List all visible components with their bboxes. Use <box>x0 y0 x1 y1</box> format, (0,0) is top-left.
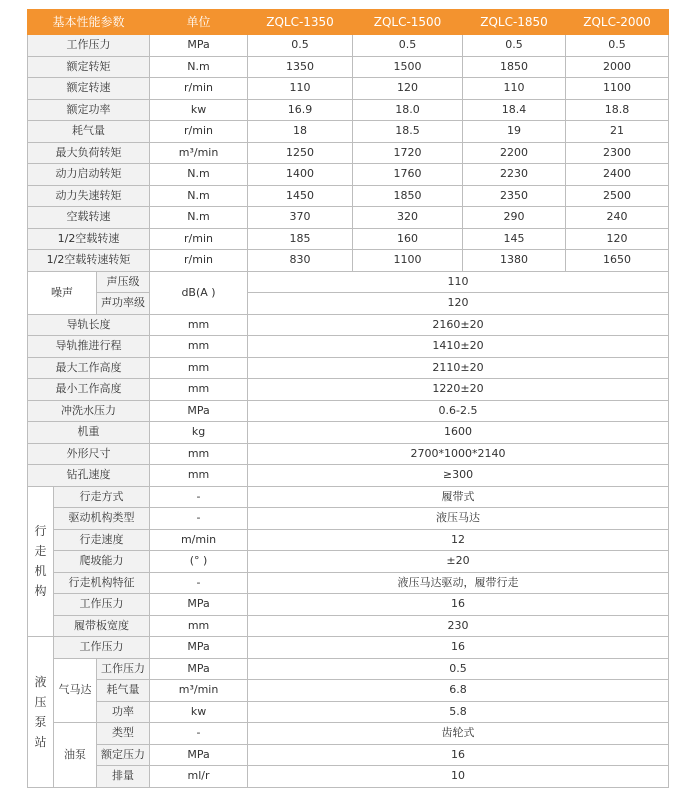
table-row <box>28 400 669 422</box>
noise-sub-label: 声功率级 <box>97 293 150 315</box>
header-param: 基本性能参数 <box>28 10 150 35</box>
row-value: 18.8 <box>566 99 669 121</box>
row-unit: mm <box>150 314 248 336</box>
row-value: 齿轮式 <box>248 723 669 745</box>
spec-table-container <box>27 9 668 788</box>
row-unit: - <box>150 486 248 508</box>
table-row <box>28 185 669 207</box>
table-row <box>28 121 669 143</box>
row-value: 110 <box>248 78 353 100</box>
row-label: 工作压力 <box>54 594 150 616</box>
row-value: 19 <box>463 121 566 143</box>
row-unit: m³/min <box>150 142 248 164</box>
row-value: 120 <box>566 228 669 250</box>
row-value: 0.5 <box>463 35 566 57</box>
row-label: 钻孔速度 <box>28 465 150 487</box>
row-label: 额定压力 <box>97 744 150 766</box>
row-value: 110 <box>463 78 566 100</box>
row-value: 2230 <box>463 164 566 186</box>
row-value: 830 <box>248 250 353 272</box>
row-label: 1/2空载转速转矩 <box>28 250 150 272</box>
row-value: 1600 <box>248 422 669 444</box>
row-value: 1100 <box>353 250 463 272</box>
row-value: 1350 <box>248 56 353 78</box>
table-row <box>28 336 669 358</box>
row-value: 0.6-2.5 <box>248 400 669 422</box>
travel-group-char: 构 <box>34 584 47 599</box>
table-row <box>28 250 669 272</box>
row-value: 1100 <box>566 78 669 100</box>
row-value: 2400 <box>566 164 669 186</box>
row-label: 排量 <box>97 766 150 788</box>
noise-value: 110 <box>248 271 669 293</box>
row-value: 2160±20 <box>248 314 669 336</box>
row-unit: r/min <box>150 121 248 143</box>
row-value: 1720 <box>353 142 463 164</box>
spec-table <box>27 9 669 788</box>
travel-row <box>28 529 669 551</box>
oil-pump-label: 油泵 <box>54 723 97 788</box>
row-value: 18.5 <box>353 121 463 143</box>
row-value: 16 <box>248 594 669 616</box>
row-value: 21 <box>566 121 669 143</box>
row-value: 履带式 <box>248 486 669 508</box>
row-value: 2110±20 <box>248 357 669 379</box>
row-value: 2200 <box>463 142 566 164</box>
row-value: 1450 <box>248 185 353 207</box>
row-value: 18.0 <box>353 99 463 121</box>
row-value: 18.4 <box>463 99 566 121</box>
hydraulic-row <box>28 701 669 723</box>
row-label: 最小工作高度 <box>28 379 150 401</box>
table-row <box>28 56 669 78</box>
row-value: ≥300 <box>248 465 669 487</box>
hydraulic-group-char: 液 <box>34 674 47 689</box>
row-value: 液压马达 <box>248 508 669 530</box>
row-label: 最大工作高度 <box>28 357 150 379</box>
row-unit: mm <box>150 465 248 487</box>
travel-group-char: 机 <box>34 564 47 579</box>
row-value: 1400 <box>248 164 353 186</box>
row-unit: MPa <box>150 400 248 422</box>
row-label: 行走机构特征 <box>54 572 150 594</box>
row-unit: N.m <box>150 56 248 78</box>
row-value: 1650 <box>566 250 669 272</box>
row-label: 最大负荷转矩 <box>28 142 150 164</box>
table-row <box>28 142 669 164</box>
row-value: 16.9 <box>248 99 353 121</box>
row-label: 机重 <box>28 422 150 444</box>
travel-row <box>28 615 669 637</box>
row-value: 240 <box>566 207 669 229</box>
row-value: 10 <box>248 766 669 788</box>
noise-value: 120 <box>248 293 669 315</box>
noise-label: 噪声 <box>28 271 97 314</box>
table-row <box>28 164 669 186</box>
row-unit: kw <box>150 701 248 723</box>
row-value: 1850 <box>353 185 463 207</box>
row-unit: m/min <box>150 529 248 551</box>
row-value: 290 <box>463 207 566 229</box>
table-row <box>28 357 669 379</box>
row-value: 6.8 <box>248 680 669 702</box>
header-model-1350: ZQLC-1350 <box>248 10 353 35</box>
row-label: 耗气量 <box>97 680 150 702</box>
hydraulic-group-label <box>28 637 54 788</box>
row-value: 2700*1000*2140 <box>248 443 669 465</box>
row-label: 动力启动转矩 <box>28 164 150 186</box>
travel-group-label <box>28 486 54 637</box>
table-row <box>28 78 669 100</box>
table-row <box>28 465 669 487</box>
row-value: 1850 <box>463 56 566 78</box>
row-label: 行走方式 <box>54 486 150 508</box>
row-unit: m³/min <box>150 680 248 702</box>
row-value: 2350 <box>463 185 566 207</box>
table-row <box>28 443 669 465</box>
noise-unit: dB(A ) <box>150 271 248 314</box>
air-motor-label: 气马达 <box>54 658 97 723</box>
row-unit: N.m <box>150 207 248 229</box>
row-label: 耗气量 <box>28 121 150 143</box>
row-value: 1380 <box>463 250 566 272</box>
hydraulic-row <box>28 723 669 745</box>
row-unit: - <box>150 723 248 745</box>
row-value: 1220±20 <box>248 379 669 401</box>
row-value: 2000 <box>566 56 669 78</box>
row-value: 18 <box>248 121 353 143</box>
travel-group-char: 行 <box>34 524 47 539</box>
row-unit: r/min <box>150 228 248 250</box>
row-value: 1250 <box>248 142 353 164</box>
row-label: 导轨推进行程 <box>28 336 150 358</box>
row-label: 履带板宽度 <box>54 615 150 637</box>
hydraulic-row <box>28 744 669 766</box>
row-value: 1410±20 <box>248 336 669 358</box>
row-unit: - <box>150 572 248 594</box>
row-value: 液压马达驱动，履带行走 <box>248 572 669 594</box>
hydraulic-row <box>28 637 669 659</box>
travel-row <box>28 594 669 616</box>
row-value: 12 <box>248 529 669 551</box>
hydraulic-group-char: 站 <box>34 734 47 749</box>
header-model-2000: ZQLC-2000 <box>566 10 669 35</box>
hydraulic-row <box>28 680 669 702</box>
table-row <box>28 379 669 401</box>
table-row <box>28 228 669 250</box>
table-row <box>28 314 669 336</box>
row-unit: N.m <box>150 164 248 186</box>
row-value: 2300 <box>566 142 669 164</box>
row-value: 2500 <box>566 185 669 207</box>
row-label: 工作压力 <box>97 658 150 680</box>
row-unit: MPa <box>150 594 248 616</box>
row-unit: MPa <box>150 35 248 57</box>
row-value: 185 <box>248 228 353 250</box>
noise-row <box>28 293 669 315</box>
row-unit: r/min <box>150 250 248 272</box>
travel-row <box>28 572 669 594</box>
header-row <box>28 10 669 35</box>
travel-group-char: 走 <box>34 544 47 559</box>
row-label: 导轨长度 <box>28 314 150 336</box>
row-label: 工作压力 <box>28 35 150 57</box>
row-label: 额定转矩 <box>28 56 150 78</box>
row-label: 类型 <box>97 723 150 745</box>
row-label: 行走速度 <box>54 529 150 551</box>
row-unit: r/min <box>150 78 248 100</box>
row-value: 0.5 <box>248 35 353 57</box>
row-label: 动力失速转矩 <box>28 185 150 207</box>
header-model-1850: ZQLC-1850 <box>463 10 566 35</box>
row-value: 120 <box>353 78 463 100</box>
row-label: 驱动机构类型 <box>54 508 150 530</box>
row-unit: MPa <box>150 744 248 766</box>
noise-sub-label: 声压级 <box>97 271 150 293</box>
hydraulic-row <box>28 658 669 680</box>
row-value: 145 <box>463 228 566 250</box>
row-value: 16 <box>248 744 669 766</box>
row-unit: mm <box>150 443 248 465</box>
row-value: 16 <box>248 637 669 659</box>
row-unit: (° ) <box>150 551 248 573</box>
row-value: 160 <box>353 228 463 250</box>
row-value: 5.8 <box>248 701 669 723</box>
row-label: 功率 <box>97 701 150 723</box>
row-value: 320 <box>353 207 463 229</box>
row-unit: kw <box>150 99 248 121</box>
row-value: 230 <box>248 615 669 637</box>
row-value: 0.5 <box>248 658 669 680</box>
row-unit: mm <box>150 336 248 358</box>
travel-row <box>28 486 669 508</box>
row-unit: kg <box>150 422 248 444</box>
row-label: 工作压力 <box>54 637 150 659</box>
row-label: 1/2空载转速 <box>28 228 150 250</box>
row-unit: N.m <box>150 185 248 207</box>
row-label: 额定功率 <box>28 99 150 121</box>
row-value: 1760 <box>353 164 463 186</box>
header-model-1500: ZQLC-1500 <box>353 10 463 35</box>
travel-row <box>28 551 669 573</box>
table-row <box>28 207 669 229</box>
row-label: 冲洗水压力 <box>28 400 150 422</box>
row-unit: mm <box>150 357 248 379</box>
row-unit: ml/r <box>150 766 248 788</box>
row-label: 外形尺寸 <box>28 443 150 465</box>
row-value: 0.5 <box>566 35 669 57</box>
header-unit: 单位 <box>150 10 248 35</box>
row-value: 370 <box>248 207 353 229</box>
row-label: 额定转速 <box>28 78 150 100</box>
row-value: ±20 <box>248 551 669 573</box>
row-value: 1500 <box>353 56 463 78</box>
row-unit: mm <box>150 615 248 637</box>
hydraulic-group-char: 压 <box>34 694 47 709</box>
table-row <box>28 99 669 121</box>
row-value: 0.5 <box>353 35 463 57</box>
row-unit: mm <box>150 379 248 401</box>
row-label: 空载转速 <box>28 207 150 229</box>
hydraulic-row <box>28 766 669 788</box>
table-row <box>28 422 669 444</box>
row-unit: MPa <box>150 658 248 680</box>
noise-row <box>28 271 669 293</box>
row-unit: - <box>150 508 248 530</box>
table-row <box>28 35 669 57</box>
row-label: 爬坡能力 <box>54 551 150 573</box>
row-unit: MPa <box>150 637 248 659</box>
hydraulic-group-char: 泵 <box>34 714 47 729</box>
travel-row <box>28 508 669 530</box>
